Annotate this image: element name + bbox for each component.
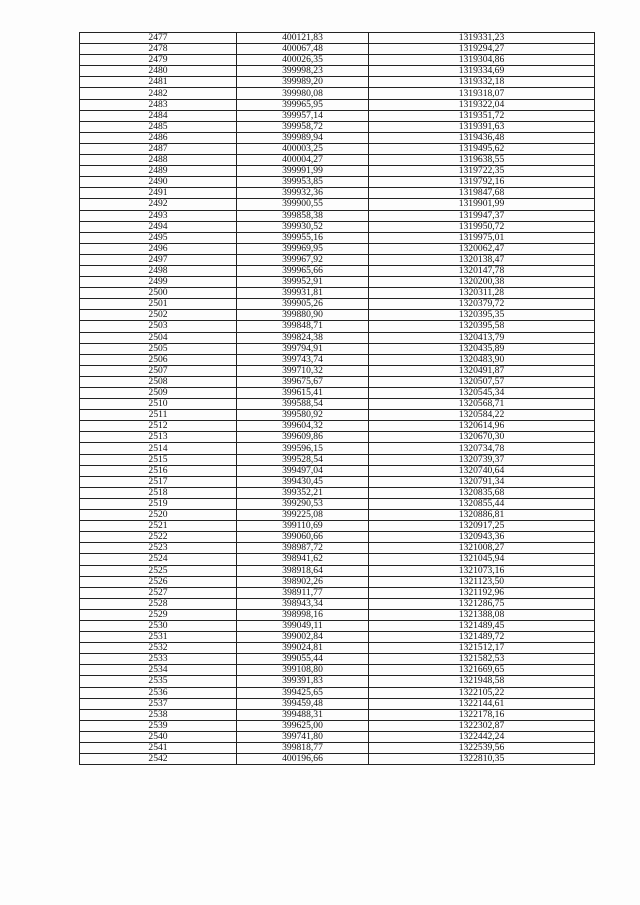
table-row [80, 687, 595, 698]
point-number-cell: 2516 [80, 465, 237, 476]
y-coordinate-cell: 1322810,35 [369, 754, 595, 765]
table-row [80, 254, 595, 265]
point-number-cell: 2519 [80, 498, 237, 509]
point-number-cell: 2525 [80, 565, 237, 576]
y-coordinate-cell: 1319847,68 [369, 188, 595, 199]
x-coordinate-cell: 399794,91 [237, 343, 369, 354]
point-number-cell: 2523 [80, 543, 237, 554]
table-row [80, 620, 595, 631]
x-coordinate-cell: 399824,38 [237, 332, 369, 343]
y-coordinate-cell: 1319304,86 [369, 55, 595, 66]
table-row [80, 554, 595, 565]
y-coordinate-cell: 1320200,38 [369, 277, 595, 288]
table-row [80, 277, 595, 288]
coordinates-table [79, 32, 595, 765]
point-number-cell: 2542 [80, 754, 237, 765]
table-row [80, 465, 595, 476]
y-coordinate-cell: 1319334,69 [369, 66, 595, 77]
table-row [80, 399, 595, 410]
point-number-cell: 2533 [80, 654, 237, 665]
point-number-cell: 2496 [80, 243, 237, 254]
y-coordinate-cell: 1319351,72 [369, 110, 595, 121]
y-coordinate-cell: 1319332,18 [369, 77, 595, 88]
point-number-cell: 2517 [80, 476, 237, 487]
y-coordinate-cell: 1319331,23 [369, 33, 595, 44]
table-row [80, 99, 595, 110]
point-number-cell: 2488 [80, 155, 237, 166]
table-row [80, 321, 595, 332]
x-coordinate-cell: 400003,25 [237, 143, 369, 154]
table-row [80, 343, 595, 354]
x-coordinate-cell: 399967,92 [237, 254, 369, 265]
table-row [80, 354, 595, 365]
x-coordinate-cell: 399060,66 [237, 532, 369, 543]
point-number-cell: 2497 [80, 254, 237, 265]
point-number-cell: 2500 [80, 288, 237, 299]
point-number-cell: 2531 [80, 632, 237, 643]
x-coordinate-cell: 400196,66 [237, 754, 369, 765]
point-number-cell: 2522 [80, 532, 237, 543]
x-coordinate-cell: 399049,11 [237, 620, 369, 631]
y-coordinate-cell: 1321008,27 [369, 543, 595, 554]
point-number-cell: 2530 [80, 620, 237, 631]
y-coordinate-cell: 1320568,71 [369, 399, 595, 410]
y-coordinate-cell: 1321388,08 [369, 609, 595, 620]
point-number-cell: 2505 [80, 343, 237, 354]
y-coordinate-cell: 1320507,57 [369, 376, 595, 387]
y-coordinate-cell: 1320311,28 [369, 288, 595, 299]
y-coordinate-cell: 1320855,44 [369, 498, 595, 509]
x-coordinate-cell: 399952,91 [237, 277, 369, 288]
table-row [80, 676, 595, 687]
y-coordinate-cell: 1322178,16 [369, 709, 595, 720]
x-coordinate-cell: 399425,65 [237, 687, 369, 698]
x-coordinate-cell: 398941,62 [237, 554, 369, 565]
table-row [80, 88, 595, 99]
x-coordinate-cell: 399528,54 [237, 454, 369, 465]
y-coordinate-cell: 1320835,68 [369, 487, 595, 498]
x-coordinate-cell: 399930,52 [237, 221, 369, 232]
table-row [80, 731, 595, 742]
x-coordinate-cell: 399965,95 [237, 99, 369, 110]
x-coordinate-cell: 399108,80 [237, 665, 369, 676]
point-number-cell: 2489 [80, 166, 237, 177]
table-row [80, 288, 595, 299]
y-coordinate-cell: 1319722,35 [369, 166, 595, 177]
table-row [80, 587, 595, 598]
x-coordinate-cell: 398911,77 [237, 587, 369, 598]
table-row [80, 110, 595, 121]
x-coordinate-cell: 399858,38 [237, 210, 369, 221]
y-coordinate-cell: 1320739,37 [369, 454, 595, 465]
y-coordinate-cell: 1321582,53 [369, 654, 595, 665]
point-number-cell: 2479 [80, 55, 237, 66]
point-number-cell: 2484 [80, 110, 237, 121]
table-row [80, 498, 595, 509]
point-number-cell: 2498 [80, 265, 237, 276]
point-number-cell: 2521 [80, 521, 237, 532]
table-row [80, 332, 595, 343]
point-number-cell: 2537 [80, 698, 237, 709]
point-number-cell: 2540 [80, 731, 237, 742]
point-number-cell: 2524 [80, 554, 237, 565]
y-coordinate-cell: 1320886,81 [369, 510, 595, 521]
table-row [80, 310, 595, 321]
point-number-cell: 2506 [80, 354, 237, 365]
table-row [80, 199, 595, 210]
table-row [80, 132, 595, 143]
y-coordinate-cell: 1320395,35 [369, 310, 595, 321]
table-row [80, 143, 595, 154]
y-coordinate-cell: 1321948,58 [369, 676, 595, 687]
x-coordinate-cell: 399580,92 [237, 410, 369, 421]
y-coordinate-cell: 1321286,75 [369, 598, 595, 609]
point-number-cell: 2534 [80, 665, 237, 676]
y-coordinate-cell: 1319391,63 [369, 121, 595, 132]
table-row [80, 665, 595, 676]
table-row [80, 754, 595, 765]
x-coordinate-cell: 399225,08 [237, 510, 369, 521]
x-coordinate-cell: 399931,81 [237, 288, 369, 299]
table-row [80, 33, 595, 44]
point-number-cell: 2526 [80, 576, 237, 587]
x-coordinate-cell: 399743,74 [237, 354, 369, 365]
table-row [80, 487, 595, 498]
y-coordinate-cell: 1321512,17 [369, 643, 595, 654]
table-row [80, 443, 595, 454]
x-coordinate-cell: 399955,16 [237, 232, 369, 243]
point-number-cell: 2493 [80, 210, 237, 221]
table-row [80, 720, 595, 731]
x-coordinate-cell: 399818,77 [237, 743, 369, 754]
x-coordinate-cell: 399710,32 [237, 365, 369, 376]
point-number-cell: 2509 [80, 388, 237, 399]
point-number-cell: 2503 [80, 321, 237, 332]
x-coordinate-cell: 399391,83 [237, 676, 369, 687]
y-coordinate-cell: 1319495,62 [369, 143, 595, 154]
x-coordinate-cell: 399957,14 [237, 110, 369, 121]
y-coordinate-cell: 1320584,22 [369, 410, 595, 421]
table-row [80, 510, 595, 521]
point-number-cell: 2483 [80, 99, 237, 110]
table-row [80, 210, 595, 221]
point-number-cell: 2477 [80, 33, 237, 44]
y-coordinate-cell: 1320734,78 [369, 443, 595, 454]
y-coordinate-cell: 1320062,47 [369, 243, 595, 254]
y-coordinate-cell: 1321489,45 [369, 620, 595, 631]
point-number-cell: 2535 [80, 676, 237, 687]
y-coordinate-cell: 1322144,61 [369, 698, 595, 709]
table-row [80, 609, 595, 620]
y-coordinate-cell: 1319318,07 [369, 88, 595, 99]
y-coordinate-cell: 1322442,24 [369, 731, 595, 742]
x-coordinate-cell: 399958,72 [237, 121, 369, 132]
x-coordinate-cell: 399932,36 [237, 188, 369, 199]
point-number-cell: 2512 [80, 421, 237, 432]
y-coordinate-cell: 1320614,96 [369, 421, 595, 432]
x-coordinate-cell: 399588,54 [237, 399, 369, 410]
coordinates-table-body [80, 33, 595, 765]
table-row [80, 121, 595, 132]
x-coordinate-cell: 399459,48 [237, 698, 369, 709]
x-coordinate-cell: 399953,85 [237, 177, 369, 188]
y-coordinate-cell: 1321669,65 [369, 665, 595, 676]
x-coordinate-cell: 399965,66 [237, 265, 369, 276]
point-number-cell: 2529 [80, 609, 237, 620]
y-coordinate-cell: 1320147,78 [369, 265, 595, 276]
table-row [80, 709, 595, 720]
x-coordinate-cell: 398987,72 [237, 543, 369, 554]
table-row [80, 44, 595, 55]
point-number-cell: 2510 [80, 399, 237, 410]
point-number-cell: 2541 [80, 743, 237, 754]
y-coordinate-cell: 1320138,47 [369, 254, 595, 265]
table-row [80, 432, 595, 443]
table-row [80, 166, 595, 177]
table-row [80, 66, 595, 77]
point-number-cell: 2492 [80, 199, 237, 210]
x-coordinate-cell: 398902,26 [237, 576, 369, 587]
point-number-cell: 2520 [80, 510, 237, 521]
table-row [80, 155, 595, 166]
x-coordinate-cell: 399352,21 [237, 487, 369, 498]
y-coordinate-cell: 1320670,30 [369, 432, 595, 443]
x-coordinate-cell: 399989,20 [237, 77, 369, 88]
table-row [80, 365, 595, 376]
x-coordinate-cell: 399991,99 [237, 166, 369, 177]
x-coordinate-cell: 399430,45 [237, 476, 369, 487]
point-number-cell: 2485 [80, 121, 237, 132]
y-coordinate-cell: 1319901,99 [369, 199, 595, 210]
table-row [80, 598, 595, 609]
point-number-cell: 2532 [80, 643, 237, 654]
x-coordinate-cell: 398918,64 [237, 565, 369, 576]
point-number-cell: 2538 [80, 709, 237, 720]
point-number-cell: 2490 [80, 177, 237, 188]
x-coordinate-cell: 399880,90 [237, 310, 369, 321]
x-coordinate-cell: 398998,16 [237, 609, 369, 620]
x-coordinate-cell: 399604,32 [237, 421, 369, 432]
x-coordinate-cell: 400067,48 [237, 44, 369, 55]
point-number-cell: 2508 [80, 376, 237, 387]
point-number-cell: 2478 [80, 44, 237, 55]
point-number-cell: 2514 [80, 443, 237, 454]
table-row [80, 654, 595, 665]
table-row [80, 698, 595, 709]
x-coordinate-cell: 399290,53 [237, 498, 369, 509]
point-number-cell: 2481 [80, 77, 237, 88]
table-row [80, 532, 595, 543]
point-number-cell: 2502 [80, 310, 237, 321]
y-coordinate-cell: 1321045,94 [369, 554, 595, 565]
point-number-cell: 2499 [80, 277, 237, 288]
point-number-cell: 2486 [80, 132, 237, 143]
x-coordinate-cell: 399989,94 [237, 132, 369, 143]
table-row [80, 376, 595, 387]
table-row [80, 388, 595, 399]
x-coordinate-cell: 400004,27 [237, 155, 369, 166]
table-row [80, 55, 595, 66]
table-row [80, 410, 595, 421]
x-coordinate-cell: 399488,31 [237, 709, 369, 720]
y-coordinate-cell: 1322539,56 [369, 743, 595, 754]
y-coordinate-cell: 1321192,96 [369, 587, 595, 598]
table-row [80, 576, 595, 587]
x-coordinate-cell: 400121,83 [237, 33, 369, 44]
y-coordinate-cell: 1322302,87 [369, 720, 595, 731]
x-coordinate-cell: 399969,95 [237, 243, 369, 254]
x-coordinate-cell: 399905,26 [237, 299, 369, 310]
table-row [80, 232, 595, 243]
table-row [80, 177, 595, 188]
x-coordinate-cell: 399055,44 [237, 654, 369, 665]
y-coordinate-cell: 1321073,16 [369, 565, 595, 576]
point-number-cell: 2511 [80, 410, 237, 421]
y-coordinate-cell: 1320740,64 [369, 465, 595, 476]
table-row [80, 643, 595, 654]
x-coordinate-cell: 400026,35 [237, 55, 369, 66]
y-coordinate-cell: 1319792,16 [369, 177, 595, 188]
table-row [80, 543, 595, 554]
x-coordinate-cell: 399625,00 [237, 720, 369, 731]
table-row [80, 77, 595, 88]
x-coordinate-cell: 399615,41 [237, 388, 369, 399]
y-coordinate-cell: 1320791,34 [369, 476, 595, 487]
y-coordinate-cell: 1319975,01 [369, 232, 595, 243]
table-row [80, 632, 595, 643]
table-row [80, 521, 595, 532]
table-row [80, 454, 595, 465]
point-number-cell: 2513 [80, 432, 237, 443]
point-number-cell: 2536 [80, 687, 237, 698]
table-row [80, 299, 595, 310]
y-coordinate-cell: 1320379,72 [369, 299, 595, 310]
point-number-cell: 2501 [80, 299, 237, 310]
point-number-cell: 2539 [80, 720, 237, 731]
x-coordinate-cell: 399024,81 [237, 643, 369, 654]
y-coordinate-cell: 1320395,58 [369, 321, 595, 332]
point-number-cell: 2482 [80, 88, 237, 99]
table-row [80, 476, 595, 487]
y-coordinate-cell: 1319638,55 [369, 155, 595, 166]
y-coordinate-cell: 1322105,22 [369, 687, 595, 698]
x-coordinate-cell: 399998,23 [237, 66, 369, 77]
x-coordinate-cell: 399980,08 [237, 88, 369, 99]
point-number-cell: 2528 [80, 598, 237, 609]
point-number-cell: 2487 [80, 143, 237, 154]
table-row [80, 743, 595, 754]
y-coordinate-cell: 1320545,34 [369, 388, 595, 399]
point-number-cell: 2491 [80, 188, 237, 199]
table-row [80, 565, 595, 576]
y-coordinate-cell: 1319322,04 [369, 99, 595, 110]
point-number-cell: 2494 [80, 221, 237, 232]
y-coordinate-cell: 1320917,25 [369, 521, 595, 532]
y-coordinate-cell: 1320483,90 [369, 354, 595, 365]
x-coordinate-cell: 399002,84 [237, 632, 369, 643]
x-coordinate-cell: 398943,34 [237, 598, 369, 609]
y-coordinate-cell: 1319950,72 [369, 221, 595, 232]
y-coordinate-cell: 1321123,50 [369, 576, 595, 587]
table-row [80, 243, 595, 254]
x-coordinate-cell: 399596,15 [237, 443, 369, 454]
y-coordinate-cell: 1320435,89 [369, 343, 595, 354]
y-coordinate-cell: 1320943,36 [369, 532, 595, 543]
point-number-cell: 2507 [80, 365, 237, 376]
point-number-cell: 2504 [80, 332, 237, 343]
table-row [80, 188, 595, 199]
table-row [80, 265, 595, 276]
y-coordinate-cell: 1319436,48 [369, 132, 595, 143]
point-number-cell: 2515 [80, 454, 237, 465]
point-number-cell: 2527 [80, 587, 237, 598]
table-row [80, 221, 595, 232]
point-number-cell: 2495 [80, 232, 237, 243]
y-coordinate-cell: 1319947,37 [369, 210, 595, 221]
point-number-cell: 2480 [80, 66, 237, 77]
table-row [80, 421, 595, 432]
x-coordinate-cell: 399675,67 [237, 376, 369, 387]
x-coordinate-cell: 399848,71 [237, 321, 369, 332]
point-number-cell: 2518 [80, 487, 237, 498]
y-coordinate-cell: 1320413,79 [369, 332, 595, 343]
y-coordinate-cell: 1321489,72 [369, 632, 595, 643]
y-coordinate-cell: 1319294,27 [369, 44, 595, 55]
x-coordinate-cell: 399609,86 [237, 432, 369, 443]
x-coordinate-cell: 399110,69 [237, 521, 369, 532]
x-coordinate-cell: 399900,55 [237, 199, 369, 210]
x-coordinate-cell: 399497,04 [237, 465, 369, 476]
y-coordinate-cell: 1320491,87 [369, 365, 595, 376]
x-coordinate-cell: 399741,80 [237, 731, 369, 742]
